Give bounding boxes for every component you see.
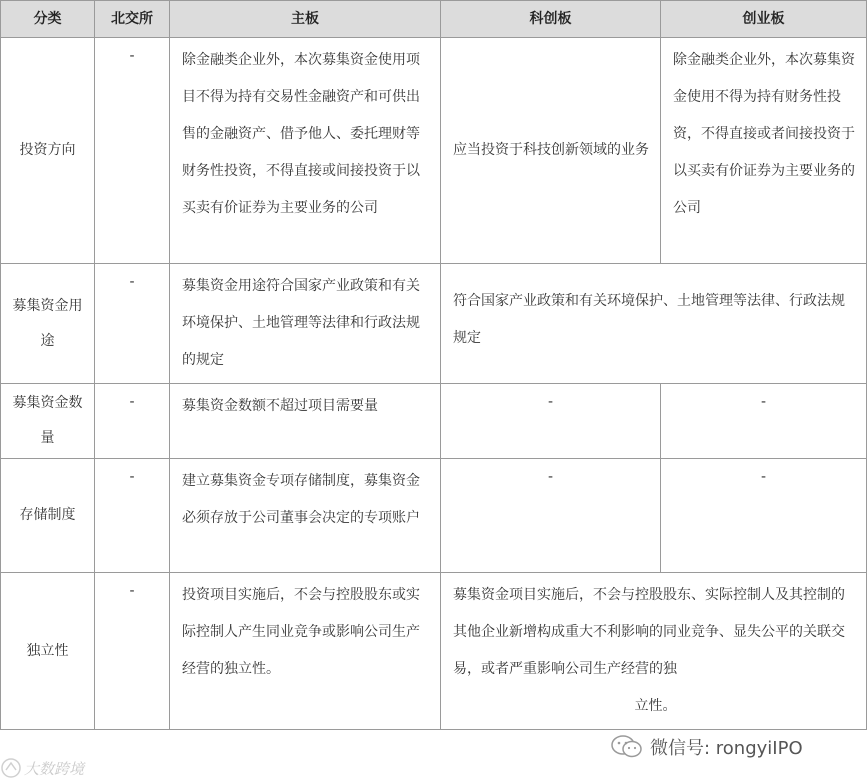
header-star-market: 科创板: [441, 1, 661, 38]
gem-storage: -: [661, 459, 867, 573]
brand-logo-icon: [0, 757, 22, 779]
bjs-storage: -: [95, 459, 170, 573]
main-amount: 募集资金数额不超过项目需要量: [170, 384, 441, 459]
wechat-icon: [610, 734, 644, 760]
category-usage-text: 募集资金用途: [12, 297, 83, 349]
star-gem-usage: 符合国家产业政策和有关环境保护、土地管理等法律、行政法规规定: [441, 264, 867, 384]
wechat-watermark: [610, 733, 803, 761]
star-gem-independence: [441, 573, 867, 730]
bjs-usage: -: [95, 264, 170, 384]
category-investment: 投资方向: [1, 38, 95, 264]
header-main-board: 主板: [170, 1, 441, 38]
table-row-storage: [1, 459, 867, 573]
gem-investment: 除金融类企业外，本次募集资金使用不得为持有财务性投资，不得直接或者间接投资于以买卖有价证券为主要业务的公司: [661, 38, 867, 264]
table-header-row: [1, 1, 867, 38]
bjs-amount: -: [95, 384, 170, 459]
star-storage: -: [441, 459, 661, 573]
table-row-independence: [1, 573, 867, 730]
main-usage: 募集资金用途符合国家产业政策和有关环境保护、土地管理等法律和行政法规的规定: [170, 264, 441, 384]
table-row-investment: [1, 38, 867, 264]
category-independence: 独立性: [1, 573, 95, 730]
star-amount: -: [441, 384, 661, 459]
gem-amount: -: [661, 384, 867, 459]
wechat-id-text: 微信号: rongyiIPO: [650, 738, 803, 759]
main-storage: 建立募集资金专项存储制度，募集资金必须存放于公司董事会决定的专项账户: [170, 459, 441, 573]
brand-watermark: [0, 754, 84, 782]
category-usage: [1, 264, 95, 384]
brand-watermark-text: 大数跨境: [24, 759, 85, 778]
table-row-amount: [1, 384, 867, 459]
bjs-independence: -: [95, 573, 170, 730]
category-storage: 存储制度: [1, 459, 95, 573]
header-gem: 创业板: [661, 1, 867, 38]
star-gem-independence-tail: 立性。: [634, 698, 677, 714]
table-row-usage: [1, 264, 867, 384]
main-investment: 除金融类企业外，本次募集资金使用项目不得为持有交易性金融资产和可供出售的金融资产、借予他人、委托理财等财务性投资，不得直接或间接投资于以买卖有价证券为主要业务的公司: [170, 38, 441, 264]
star-gem-independence-body: 募集资金项目实施后，不会与控股股东、实际控制人及其控制的其他企业新增构成重大不利影响的同业竞争、显失公平的关联交易，或者严重影响公司生产经营的独: [453, 587, 845, 677]
category-amount-text: 募集资金数量: [12, 395, 83, 446]
category-amount: [1, 384, 95, 459]
bjs-investment: -: [95, 38, 170, 264]
header-category: 分类: [1, 1, 95, 38]
header-bjs: 北交所: [95, 1, 170, 38]
main-independence: 投资项目实施后，不会与控股股东或实际控制人产生同业竞争或影响公司生产经营的独立性。: [170, 573, 441, 730]
star-investment: 应当投资于科技创新领域的业务: [441, 38, 661, 264]
